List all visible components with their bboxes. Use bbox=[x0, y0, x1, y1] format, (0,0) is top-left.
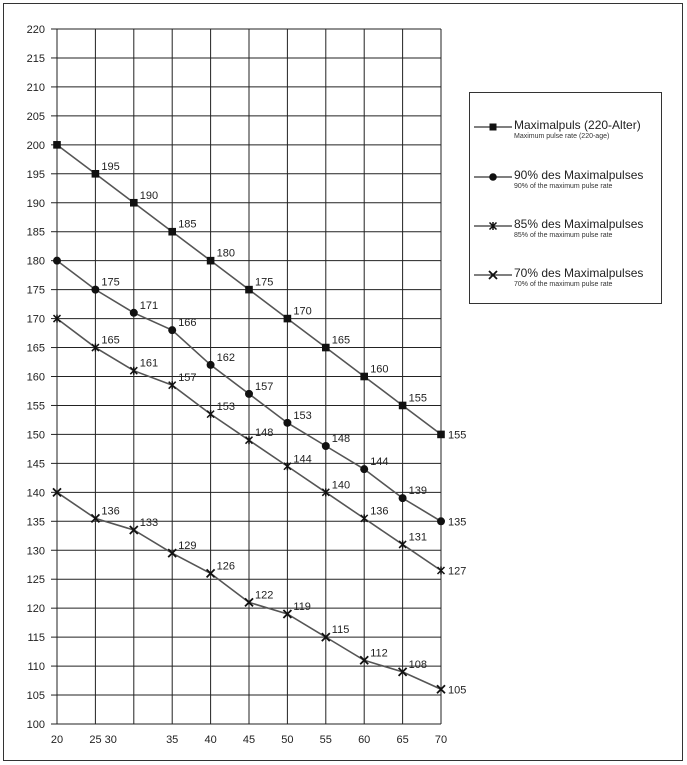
square-marker bbox=[130, 199, 138, 207]
data-label: 157 bbox=[255, 380, 274, 393]
data-label: 160 bbox=[370, 363, 389, 376]
y-tick-label: 155 bbox=[26, 400, 45, 413]
y-tick-label: 130 bbox=[26, 545, 45, 558]
star-marker bbox=[399, 540, 406, 548]
data-label: 129 bbox=[178, 540, 197, 553]
data-label: 157 bbox=[178, 372, 197, 385]
y-tick-label: 145 bbox=[26, 458, 45, 471]
y-tick-label: 125 bbox=[26, 574, 45, 587]
square-marker bbox=[360, 373, 368, 381]
data-label: 140 bbox=[331, 479, 351, 492]
legend-title: Maximalpuls (220-Alter) bbox=[514, 118, 641, 132]
data-label: 136 bbox=[370, 505, 389, 518]
x-tick-label: 70 bbox=[434, 734, 448, 746]
y-tick-label: 135 bbox=[26, 516, 45, 529]
y-tick-label: 110 bbox=[27, 661, 45, 674]
legend-item-70-percent bbox=[470, 266, 661, 310]
legend-subtitle: 85% of the maximum pulse rate bbox=[514, 232, 613, 239]
data-label: 166 bbox=[178, 317, 197, 330]
data-label: 126 bbox=[216, 560, 235, 573]
data-label: 185 bbox=[178, 218, 197, 231]
y-tick-label: 215 bbox=[26, 52, 45, 65]
square-marker bbox=[207, 257, 215, 265]
y-tick-label: 210 bbox=[26, 81, 45, 94]
data-label: 144 bbox=[370, 456, 389, 469]
data-label: 153 bbox=[216, 401, 235, 414]
y-tick-label: 185 bbox=[26, 226, 45, 239]
circle-marker bbox=[437, 517, 445, 525]
circle-marker bbox=[207, 361, 215, 369]
x-tick-label: 35 bbox=[166, 734, 179, 746]
legend-subtitle: 70% of the maximum pulse rate bbox=[514, 281, 613, 288]
data-label: 119 bbox=[293, 600, 311, 613]
circle-marker bbox=[245, 390, 253, 398]
star-marker bbox=[130, 367, 137, 375]
y-tick-label: 165 bbox=[26, 342, 45, 355]
y-tick-label: 120 bbox=[26, 603, 45, 616]
x-tick-label: 50 bbox=[281, 734, 294, 746]
data-label: 170 bbox=[293, 305, 312, 318]
data-label: 171 bbox=[139, 299, 159, 312]
y-tick-label: 140 bbox=[26, 487, 45, 500]
star-marker bbox=[361, 514, 368, 522]
data-label: 165 bbox=[331, 334, 351, 347]
x-tick-label: 45 bbox=[242, 734, 256, 746]
data-label: 122 bbox=[255, 589, 274, 602]
legend-subtitle: Maximum pulse rate (220-age) bbox=[514, 133, 610, 140]
x-tick-label: 40 bbox=[204, 734, 217, 746]
legend-item-90-percent bbox=[470, 168, 661, 212]
y-tick-label: 200 bbox=[26, 139, 45, 152]
star-marker bbox=[207, 410, 214, 418]
star-marker bbox=[284, 462, 291, 470]
data-label: 108 bbox=[408, 658, 427, 671]
data-label: 144 bbox=[293, 453, 312, 466]
square-marker bbox=[284, 315, 292, 323]
data-label: 105 bbox=[448, 684, 467, 697]
star-marker bbox=[438, 567, 445, 575]
y-tick-label: 160 bbox=[26, 371, 45, 384]
data-label: 139 bbox=[408, 485, 427, 498]
data-label: 162 bbox=[216, 351, 235, 364]
y-tick-label: 150 bbox=[26, 429, 45, 442]
square-marker bbox=[92, 170, 100, 178]
data-label: 180 bbox=[216, 247, 235, 260]
legend-title: 85% des Maximalpulses bbox=[514, 217, 644, 231]
data-label: 155 bbox=[408, 392, 427, 405]
data-label: 153 bbox=[293, 409, 312, 422]
data-label: 175 bbox=[255, 276, 274, 289]
y-tick-label: 100 bbox=[26, 719, 45, 731]
data-label: 148 bbox=[255, 427, 274, 440]
data-label: 136 bbox=[101, 505, 120, 518]
y-tick-label: 175 bbox=[26, 284, 45, 297]
data-label: 190 bbox=[139, 189, 159, 202]
circle-marker bbox=[91, 286, 99, 294]
legend-title: 70% des Maximalpulses bbox=[514, 266, 644, 280]
legend bbox=[469, 92, 662, 304]
circle-marker bbox=[130, 309, 138, 317]
data-label: 112 bbox=[370, 647, 388, 660]
square-marker bbox=[53, 141, 61, 149]
data-label: 133 bbox=[139, 516, 159, 529]
data-label: 127 bbox=[448, 565, 467, 578]
data-label: 155 bbox=[448, 429, 467, 442]
y-tick-label: 180 bbox=[26, 255, 45, 268]
legend-subtitle: 90% of the maximum pulse rate bbox=[514, 183, 613, 190]
data-label: 148 bbox=[331, 433, 351, 445]
y-tick-label: 115 bbox=[27, 632, 45, 645]
y-tick-label: 205 bbox=[26, 110, 45, 123]
circle-marker bbox=[360, 465, 368, 473]
circle-marker bbox=[283, 419, 291, 427]
square-marker bbox=[437, 431, 445, 439]
circle-marker bbox=[399, 494, 407, 502]
x-tick-label: 25 30 bbox=[89, 734, 117, 746]
x-marker-icon bbox=[474, 268, 512, 282]
star-marker bbox=[169, 381, 176, 389]
square-marker bbox=[322, 344, 330, 352]
data-label: 115 bbox=[331, 624, 350, 637]
y-tick-label: 105 bbox=[26, 690, 45, 703]
circle-marker-icon bbox=[474, 170, 512, 184]
x-tick-label: 60 bbox=[358, 734, 371, 746]
data-label: 161 bbox=[139, 357, 159, 370]
y-tick-label: 190 bbox=[26, 197, 45, 210]
y-tick-label: 220 bbox=[26, 24, 45, 36]
star-marker bbox=[246, 436, 253, 444]
data-label: 175 bbox=[101, 276, 120, 289]
legend-title: 90% des Maximalpulses bbox=[514, 168, 644, 182]
x-tick-label: 55 bbox=[319, 734, 332, 746]
square-marker-icon bbox=[474, 120, 512, 134]
circle-marker bbox=[322, 442, 330, 450]
y-tick-label: 170 bbox=[26, 313, 45, 326]
circle-marker bbox=[168, 326, 176, 334]
data-label: 131 bbox=[408, 531, 427, 544]
star-marker-icon bbox=[474, 219, 512, 233]
data-label: 165 bbox=[101, 334, 120, 347]
x-tick-label: 65 bbox=[396, 734, 409, 746]
circle-marker bbox=[53, 257, 61, 265]
data-label: 195 bbox=[101, 160, 120, 173]
y-tick-label: 195 bbox=[26, 168, 45, 181]
x-tick-label: 20 bbox=[50, 734, 64, 746]
legend-item-85-percent bbox=[470, 217, 661, 261]
square-marker bbox=[168, 228, 176, 236]
data-label: 135 bbox=[448, 516, 467, 529]
legend-item-max-pulse bbox=[470, 118, 661, 162]
square-marker bbox=[399, 402, 407, 410]
square-marker bbox=[245, 286, 253, 294]
